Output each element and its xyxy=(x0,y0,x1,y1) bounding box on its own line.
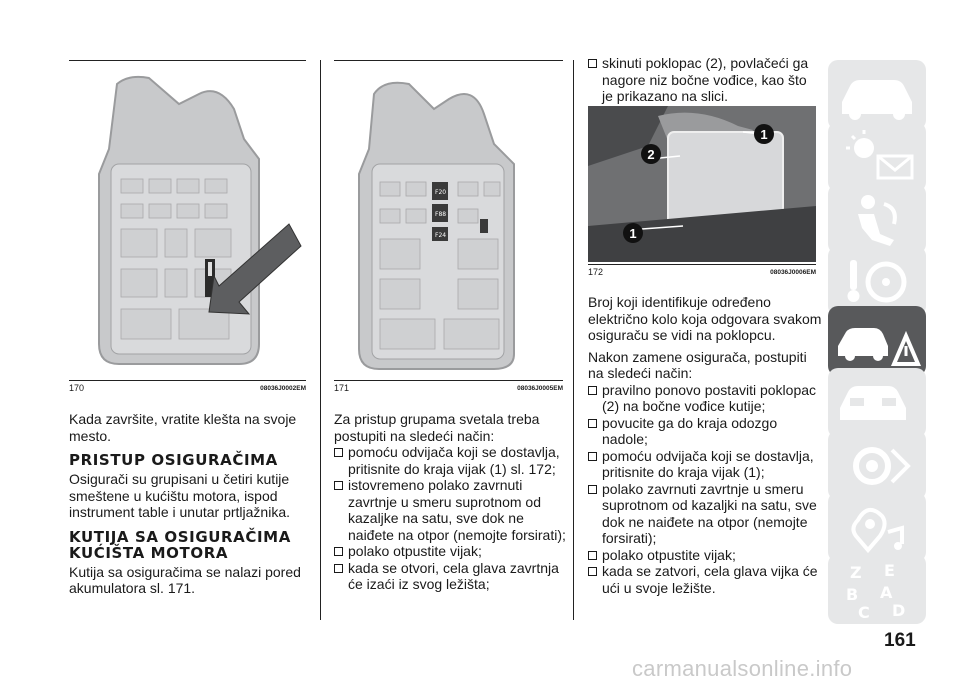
figure-170-caption xyxy=(69,380,306,393)
section-paragraph-engine-fuse-box: Kutija sa osiguračima se nalazi pored akumulatora sl. 171. xyxy=(69,563,301,596)
page-number: 161 xyxy=(884,630,916,651)
engine-bay-photo xyxy=(588,106,816,262)
index-letter: A xyxy=(880,583,893,602)
list-item: istovremeno polako zavrnuti zavrtnje u smeru suprotnom od kazaljke na satu, sve dok ne naiđete na otpor (nemojte forsirati); xyxy=(334,477,566,543)
checkbox-bullet-icon xyxy=(588,386,597,395)
multimedia-icon xyxy=(828,492,926,562)
callout-1-top: 1 xyxy=(760,127,768,142)
list-item: kada se zatvori, cela glava vijka će ući u svoje ležište. xyxy=(588,563,822,596)
checkbox-bullet-icon xyxy=(588,419,597,428)
checkbox-bullet-icon xyxy=(588,59,597,68)
figure-code: 08036J0005EM xyxy=(517,385,563,392)
figure-code: 08036J0002EM xyxy=(260,385,306,392)
tab-dashboard-lights[interactable] xyxy=(828,122,926,192)
column-3-text xyxy=(588,294,822,596)
list-item: pomoću odvijača koji se dostavlja, pritisnite do kraja vijak (1) sl. 172; xyxy=(334,444,566,477)
list-item: skinuti poklopac (2), povlačeći ga nagore niz bočne vođice, kao što je prikazano na slici. xyxy=(588,55,820,105)
figure-172-caption xyxy=(588,264,816,277)
tab-index[interactable] xyxy=(828,554,926,624)
tab-car[interactable] xyxy=(828,60,926,130)
emergency-warning-icon xyxy=(828,306,926,376)
section-paragraph-fuse-access: Osigurači su grupisani u četiri kutije smeštene u kućištu motora, ispod instrument table i unutar prtljažnika. xyxy=(69,471,290,520)
dashboard-lights-icon xyxy=(828,122,926,192)
column-1-text xyxy=(69,411,309,597)
list-item: povucite ga do kraja odozgo nadole; xyxy=(588,415,822,448)
checkbox-bullet-icon xyxy=(334,564,343,573)
fuse-label-f20: F20 xyxy=(435,189,447,196)
fuse-cover-illustration xyxy=(334,64,563,377)
list-item: kada se otvori, cela glava zavrtnja će izaći iz svog ležišta; xyxy=(334,560,566,593)
paragraph-after-replace: Nakon zamene osigurača, postupiti na sledeći način: xyxy=(588,348,807,381)
figure-number: 170 xyxy=(69,383,85,393)
callout-2: 2 xyxy=(647,147,655,162)
column-divider-1 xyxy=(320,60,321,620)
top-rule-col1 xyxy=(69,60,306,61)
checkbox-bullet-icon xyxy=(334,547,343,556)
column-divider-2 xyxy=(573,60,574,620)
checkbox-bullet-icon xyxy=(334,481,343,490)
tab-safety[interactable] xyxy=(828,184,926,254)
fuse-box-illustration xyxy=(69,64,306,377)
paragraph-circuit-number: Broj koji identifikuje određeno električno kolo koja odgovara svakom osiguraču se vidi na poklopcu. xyxy=(588,294,822,343)
list-item: pravilno ponovo postaviti poklopac (2) na bočne vođice kutije; xyxy=(588,382,822,415)
checkbox-bullet-icon xyxy=(588,452,597,461)
tab-technical-data[interactable] xyxy=(828,430,926,500)
section-title-fuse-access: PRISTUP OSIGURAČIMA xyxy=(69,451,278,469)
watermark-text: carmanualsonline.info xyxy=(632,656,853,681)
tab-multimedia[interactable] xyxy=(828,492,926,562)
index-letter: B xyxy=(846,585,859,604)
list-item: polako otpustite vijak; xyxy=(588,547,822,564)
index-letter: E xyxy=(884,561,895,580)
callout-1-bottom: 1 xyxy=(629,226,637,241)
checkbox-bullet-icon xyxy=(588,485,597,494)
list-item: polako zavrnuti zavrtnje u smeru suprotnom od kazaljki na satu, sve dok ne naiđete na otpor (nemojte forsirati); xyxy=(588,481,822,547)
intro-paragraph: Za pristup grupama svetala treba postupiti na sledeći način: xyxy=(334,411,540,444)
figure-171-caption xyxy=(334,380,563,393)
index-letter: Z xyxy=(850,563,862,582)
figure-number: 171 xyxy=(334,383,350,393)
figure-170-fuse-box-engine xyxy=(69,64,306,377)
checkbox-bullet-icon xyxy=(334,448,343,457)
column-2-text xyxy=(334,411,566,593)
fuse-label-f24: F24 xyxy=(435,232,447,239)
intro-paragraph: Kada završite, vratite klešta na svoje mesto. xyxy=(69,411,297,444)
airbag-seat-icon xyxy=(828,184,926,254)
section-title-engine-fuse-box: KUTIJA SA OSIGURAČIMA KUĆIŠTA MOTORA xyxy=(69,527,291,562)
fuse-label-f88: F88 xyxy=(435,211,447,218)
car-icon xyxy=(828,60,926,130)
list-item: pomoću odvijača koji se dostavlja, pritisnite do kraja vijak (1); xyxy=(588,448,822,481)
index-icon xyxy=(828,554,926,624)
index-letter: C xyxy=(858,603,870,622)
top-rule-col2 xyxy=(334,60,563,61)
checkbox-bullet-icon xyxy=(588,567,597,576)
technical-data-icon xyxy=(828,430,926,500)
figure-code: 08036J0006EM xyxy=(770,269,816,276)
figure-number: 172 xyxy=(588,267,604,277)
column-3-top-text xyxy=(588,55,820,105)
checkbox-bullet-icon xyxy=(588,551,597,560)
list-item: polako otpustite vijak; xyxy=(334,543,566,560)
car-service-icon xyxy=(828,368,926,438)
figure-171-fuse-box-cover xyxy=(334,64,563,377)
index-letter: D xyxy=(892,601,906,620)
figure-172-photo xyxy=(588,106,816,262)
tab-maintenance[interactable] xyxy=(828,368,926,438)
tab-emergency[interactable] xyxy=(828,306,926,376)
